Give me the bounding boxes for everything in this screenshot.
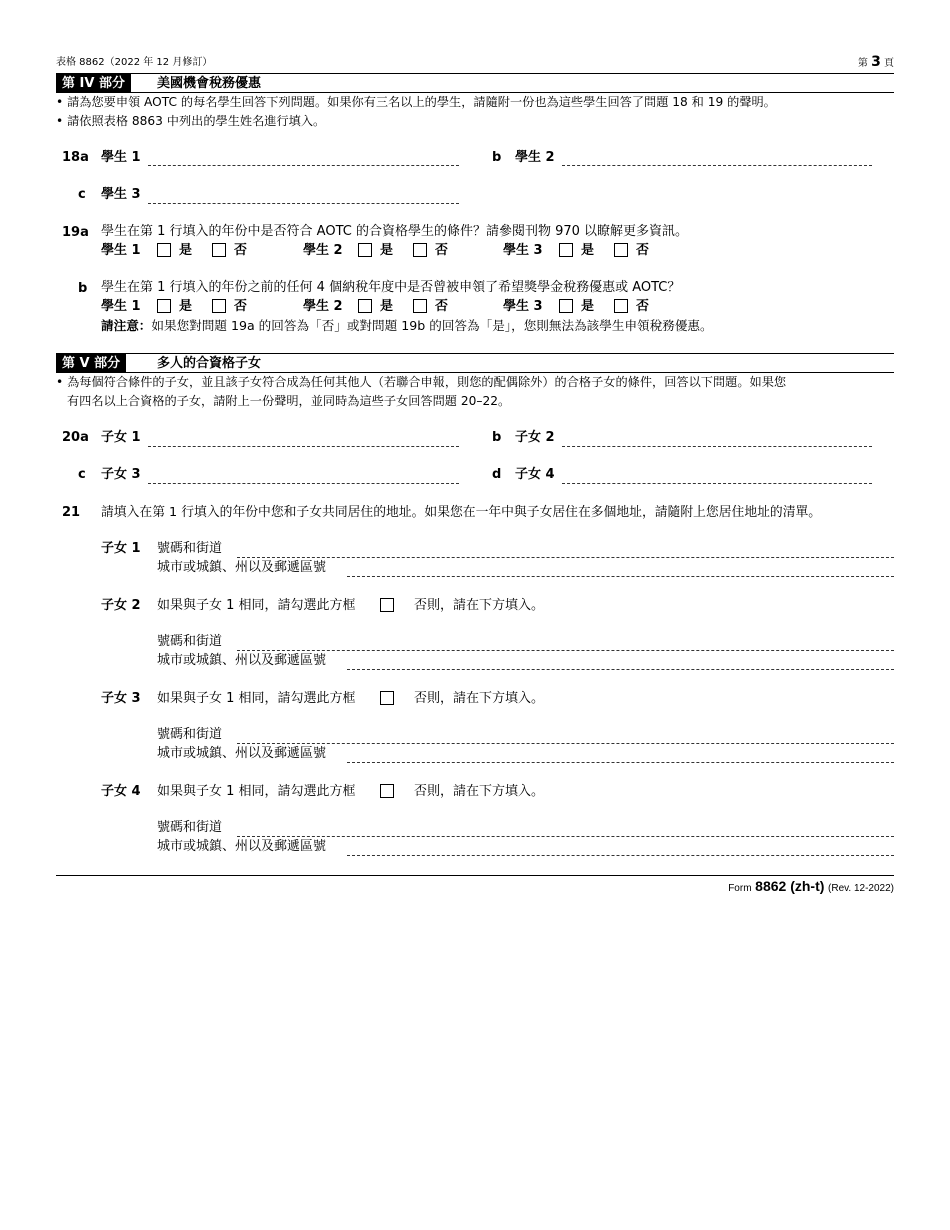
part5-bullet-line-1: • 為每個符合條件的子女，並且該子女符合成為任何其他人（若聯合申報，則您的配偶除外）的合格子女的條件，回答以下問題。如果您 (56, 375, 787, 389)
q19b-text: 學生在第 1 行填入的年份之前的任何 4 個納稅年度中是否曾被申領了希望獎學金稅務優惠或 AOTC？ (101, 280, 681, 295)
q19b-student1-no-label: 否 (234, 299, 248, 314)
q18c-label: 學生 3 (101, 187, 141, 202)
child4-city-field[interactable] (347, 855, 894, 856)
q19b-student3-label: 學生 3 (503, 299, 543, 314)
q19b-student2-yes-label: 是 (380, 299, 394, 314)
header-rule (56, 73, 894, 74)
child-4-name-field[interactable] (562, 483, 872, 484)
q20a-number: 20a (62, 430, 89, 445)
part4-tag: 第 IV 部分 (56, 74, 131, 93)
q18c-number: c (78, 187, 86, 202)
q19a-text: 學生在第 1 行填入的年份中是否符合 AOTC 的合資格學生的條件？請參閱刊物 970 以瞭解更多資訊。 (101, 224, 689, 239)
q19b-student3-no-label: 否 (636, 299, 650, 314)
part5-bullet-line-2: 有四名以上合資格的子女，請附上一份聲明，並同時為這些子女回答問題 20–22。 (67, 394, 511, 408)
child1-address-label: 子女 1 (101, 541, 141, 556)
q19a-student2-no-label: 否 (435, 243, 449, 258)
q18b-number: b (492, 150, 502, 165)
part4-bullet-2: • 請依照表格 8863 中列出的學生姓名進行填入。 (56, 114, 326, 128)
child3-city-label: 城市或城鎮、州以及郵遞區號 (157, 746, 327, 761)
child1-street-field[interactable] (237, 557, 894, 558)
q20d-label: 子女 4 (515, 467, 555, 482)
child4-street-label: 號碼和街道 (157, 820, 223, 835)
q20b-label: 子女 2 (515, 430, 555, 445)
q18a-number: 18a (62, 150, 89, 165)
child3-same-text: 如果與子女 1 相同，請勾選此方框 (157, 691, 356, 706)
q19a-student3-yes-label: 是 (581, 243, 595, 258)
footer-form-id (728, 878, 894, 895)
child-2-name-field[interactable] (562, 446, 872, 447)
q19b-student1-yes-checkbox[interactable] (157, 299, 171, 313)
q19b-student3-yes-checkbox[interactable] (559, 299, 573, 313)
q19b-student2-no-checkbox[interactable] (413, 299, 427, 313)
q19a-student3-yes-checkbox[interactable] (559, 243, 573, 257)
q18b-label: 學生 2 (515, 150, 555, 165)
child2-same-text: 如果與子女 1 相同，請勾選此方框 (157, 598, 356, 613)
note-label: 請注意： (101, 318, 152, 333)
child4-same-text: 如果與子女 1 相同，請勾選此方框 (157, 784, 356, 799)
footer-rule (56, 875, 894, 876)
note-text: 如果您對問題 19a 的回答為「否」或對問題 19b 的回答為「是」，您則無法為該學生申領稅務優惠。 (151, 318, 713, 333)
q20b-number: b (492, 430, 502, 445)
child4-same-checkbox[interactable] (380, 784, 394, 798)
q19a-number: 19a (62, 225, 89, 240)
part4-rule (56, 92, 894, 93)
child3-same-checkbox[interactable] (380, 691, 394, 705)
q19b-student3-yes-label: 是 (581, 299, 595, 314)
child2-otherwise-text: 否則，請在下方填入。 (414, 598, 545, 613)
part5-top-rule (56, 353, 894, 354)
q19a-student2-label: 學生 2 (303, 243, 343, 258)
student-1-name-field[interactable] (148, 165, 459, 166)
child1-city-field[interactable] (347, 576, 894, 577)
child2-city-label: 城市或城鎮、州以及郵遞區號 (157, 653, 327, 668)
form-revision: 表格 8862（2022 年 12 月修訂） (56, 57, 213, 68)
q20c-label: 子女 3 (101, 467, 141, 482)
child-3-name-field[interactable] (148, 483, 459, 484)
q19a-student1-label: 學生 1 (101, 243, 141, 258)
page-num: 3 (871, 54, 881, 70)
q19a-student3-label: 學生 3 (503, 243, 543, 258)
footer-form-word: Form (728, 883, 752, 894)
q20c-number: c (78, 467, 86, 482)
part4-title: 美國機會稅務優惠 (157, 76, 262, 91)
child4-otherwise-text: 否則，請在下方填入。 (414, 784, 545, 799)
q19b-student2-label: 學生 2 (303, 299, 343, 314)
q19b-student2-yes-checkbox[interactable] (358, 299, 372, 313)
q19b-student3-no-checkbox[interactable] (614, 299, 628, 313)
student-2-name-field[interactable] (562, 165, 872, 166)
footer-form-number: 8862 (zh-t) (755, 878, 825, 894)
child4-city-label: 城市或城鎮、州以及郵遞區號 (157, 839, 327, 854)
q19b-student1-yes-label: 是 (179, 299, 193, 314)
q19a-student1-yes-checkbox[interactable] (157, 243, 171, 257)
child3-street-field[interactable] (237, 743, 894, 744)
q20d-number: d (492, 467, 502, 482)
q20a-label: 子女 1 (101, 430, 141, 445)
q19a-student2-no-checkbox[interactable] (413, 243, 427, 257)
part5-title: 多人的合資格子女 (157, 356, 262, 371)
child-1-name-field[interactable] (148, 446, 459, 447)
child4-street-field[interactable] (237, 836, 894, 837)
q19b-student1-no-checkbox[interactable] (212, 299, 226, 313)
part4-note (101, 319, 713, 333)
child3-otherwise-text: 否則，請在下方填入。 (414, 691, 545, 706)
q18a-label: 學生 1 (101, 150, 141, 165)
part5-rule (56, 372, 894, 373)
part5-tag: 第 V 部分 (56, 354, 126, 373)
q19a-student1-yes-label: 是 (179, 243, 193, 258)
footer-rev: (Rev. 12-2022) (828, 883, 894, 894)
child1-city-label: 城市或城鎮、州以及郵遞區號 (157, 560, 327, 575)
part4-bullet-1: • 請為您要申領 AOTC 的每名學生回答下列問題。如果你有三名以上的學生，請隨附一份也為這些學生回答了問題 18 和 19 的聲明。 (56, 95, 776, 109)
q19a-student2-yes-checkbox[interactable] (358, 243, 372, 257)
page-number (858, 54, 894, 70)
child2-same-checkbox[interactable] (380, 598, 394, 612)
q19b-number: b (78, 281, 88, 296)
child2-street-field[interactable] (237, 650, 894, 651)
child2-address-label: 子女 2 (101, 598, 141, 613)
q19a-student3-no-label: 否 (636, 243, 650, 258)
child2-city-field[interactable] (347, 669, 894, 670)
q19a-student1-no-label: 否 (234, 243, 248, 258)
q19a-student1-no-checkbox[interactable] (212, 243, 226, 257)
student-3-name-field[interactable] (148, 203, 459, 204)
page-suffix: 頁 (884, 58, 894, 69)
page-prefix: 第 (857, 58, 868, 69)
child3-street-label: 號碼和街道 (157, 727, 223, 742)
q21-text: 請填入在第 1 行填入的年份中您和子女共同居住的地址。如果您在一年中與子女居住在多個地址，請隨附上您居住地址的清單。 (101, 505, 822, 520)
q19a-student2-yes-label: 是 (380, 243, 394, 258)
child3-city-field[interactable] (347, 762, 894, 763)
child4-address-label: 子女 4 (101, 784, 141, 799)
child1-street-label: 號碼和街道 (157, 541, 223, 556)
q19b-student1-label: 學生 1 (101, 299, 141, 314)
q19b-student2-no-label: 否 (435, 299, 449, 314)
q19a-student3-no-checkbox[interactable] (614, 243, 628, 257)
child2-street-label: 號碼和街道 (157, 634, 223, 649)
child3-address-label: 子女 3 (101, 691, 141, 706)
q21-number: 21 (62, 505, 81, 520)
